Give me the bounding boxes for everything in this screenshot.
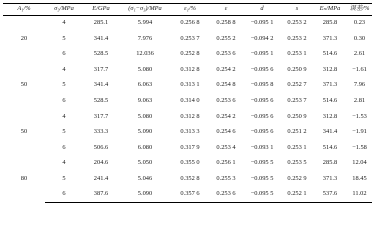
stress-diff-cell: 9.063 xyxy=(137,97,153,105)
sigma3-cell: 4 xyxy=(62,65,66,73)
table-body xyxy=(3,16,372,203)
col-eps-header: ε xyxy=(209,4,243,16)
error-cell: 2.81 xyxy=(353,97,366,105)
eps-cell: 0.253 6 xyxy=(216,97,236,105)
stress-diff-cell: 5.046 xyxy=(137,175,153,183)
eps1-cell: 0.357 6 xyxy=(171,187,209,203)
a1-group-cell: 50 xyxy=(20,81,28,89)
stress-diff-cell: 5.050 xyxy=(137,159,153,167)
sigma3-cell: 4 xyxy=(62,19,66,27)
error-cell: −1.58 xyxy=(352,143,367,151)
table-row xyxy=(3,187,372,203)
stress-diff-cell: 5.080 xyxy=(137,65,153,73)
d-cell: −0.095 5 xyxy=(250,159,274,167)
stress-diff-cell: 5.080 xyxy=(137,112,153,120)
e-cell: 317.7 xyxy=(93,112,109,120)
table-row xyxy=(3,16,372,32)
col-error-header: 误差/% xyxy=(347,4,372,16)
d-cell: −0.095 8 xyxy=(250,81,274,89)
eps-cell: 0.253 4 xyxy=(216,143,236,151)
col-d-header: d xyxy=(243,4,281,16)
d-cell: −0.095 6 xyxy=(250,97,274,105)
e-cell: 204.6 xyxy=(93,159,109,167)
d-cell: −0.095 6 xyxy=(250,65,274,73)
d-cell: −0.093 1 xyxy=(250,143,274,151)
error-cell: −1.91 xyxy=(352,128,367,136)
s-cell: 0.253 7 xyxy=(287,97,307,105)
eps1-cell: 0.312 8 xyxy=(180,112,200,120)
e-cell: 317.7 xyxy=(93,65,109,73)
en-cell: 371.3 xyxy=(322,34,338,42)
sigma3-cell: 5 xyxy=(62,34,66,42)
e-cell: 528.5 xyxy=(93,97,109,105)
e-cell: 387.6 xyxy=(83,187,119,203)
header-row xyxy=(3,4,372,16)
s-cell: 0.250 9 xyxy=(287,112,307,120)
table-row xyxy=(3,47,372,63)
en-cell: 285.8 xyxy=(322,19,338,27)
error-cell: 12.04 xyxy=(352,159,367,167)
sigma3-cell: 5 xyxy=(62,81,66,89)
eps-cell: 0.254 6 xyxy=(216,128,236,136)
eps-cell: 0.253 6 xyxy=(216,50,236,58)
error-cell: −1.61 xyxy=(352,65,367,73)
e-cell: 506.6 xyxy=(93,143,109,151)
stress-diff-cell: 12.036 xyxy=(136,50,154,58)
d-cell: −0.094 2 xyxy=(250,34,274,42)
sigma3-cell: 6 xyxy=(62,97,66,105)
error-cell: 7.96 xyxy=(353,81,366,89)
en-cell: 341.4 xyxy=(322,128,338,136)
error-cell: 2.61 xyxy=(353,50,366,58)
s-cell: 0.253 1 xyxy=(287,143,307,151)
eps1-cell: 0.313 3 xyxy=(180,128,200,136)
eps1-cell: 0.313 1 xyxy=(180,81,200,89)
s-cell: 0.252 9 xyxy=(287,175,307,183)
e-cell: 285.1 xyxy=(93,19,109,27)
s-cell: 0.253 1 xyxy=(287,50,307,58)
table-row xyxy=(3,93,372,109)
d-cell: −0.095 5 xyxy=(243,187,281,203)
s-cell: 0.253 5 xyxy=(287,159,307,167)
a1-group-cell: 80 xyxy=(20,175,28,183)
s-cell: 0.251 2 xyxy=(287,128,307,136)
error-cell: 0.30 xyxy=(353,34,366,42)
en-cell: 371.3 xyxy=(322,175,338,183)
sigma3-cell: 5 xyxy=(62,175,66,183)
en-cell: 285.8 xyxy=(322,159,338,167)
eps1-cell: 0.314 0 xyxy=(180,97,200,105)
results-table xyxy=(3,3,372,203)
e-cell: 528.5 xyxy=(93,50,109,58)
sigma3-cell: 6 xyxy=(45,187,83,203)
d-cell: −0.095 1 xyxy=(250,19,274,27)
a1-group-cell: 50 xyxy=(20,128,28,136)
s-cell: 0.250 9 xyxy=(287,65,307,73)
error-cell: 0.23 xyxy=(353,19,366,27)
col-sigma3-header: σ₃/MPa xyxy=(45,4,83,16)
sigma3-cell: 6 xyxy=(62,50,66,58)
col-s-header: s xyxy=(281,4,313,16)
sigma3-cell: 4 xyxy=(62,112,66,120)
eps-cell: 0.253 6 xyxy=(209,187,243,203)
eps-cell: 0.254 8 xyxy=(216,81,236,89)
e-cell: 341.4 xyxy=(93,81,109,89)
col-en-header: Eₙ/MPa xyxy=(313,4,347,16)
eps-cell: 0.255 3 xyxy=(216,175,236,183)
eps1-cell: 0.253 7 xyxy=(180,34,200,42)
table-row xyxy=(3,31,372,47)
d-cell: −0.095 1 xyxy=(250,50,274,58)
table-row xyxy=(3,140,372,156)
stress-diff-cell: 6.063 xyxy=(137,81,153,89)
en-cell: 514.6 xyxy=(322,50,338,58)
error-cell: 18.45 xyxy=(352,175,367,183)
eps-cell: 0.256 1 xyxy=(216,159,236,167)
eps-cell: 0.254 2 xyxy=(216,112,236,120)
eps1-cell: 0.352 8 xyxy=(180,175,200,183)
en-cell: 514.6 xyxy=(322,97,338,105)
table-row xyxy=(3,78,372,94)
table-row xyxy=(3,109,372,125)
a1-group-cell: 20 xyxy=(20,34,28,42)
stress-diff-cell: 5.994 xyxy=(137,19,153,27)
col-a1-header: A₁/% xyxy=(3,4,45,16)
eps1-cell: 0.355 0 xyxy=(180,159,200,167)
e-cell: 341.4 xyxy=(93,34,109,42)
stress-diff-cell: 5.090 xyxy=(137,128,153,136)
stress-diff-cell: 5.090 xyxy=(119,187,171,203)
sigma3-cell: 6 xyxy=(62,143,66,151)
en-cell: 514.6 xyxy=(322,143,338,151)
s-cell: 0.253 2 xyxy=(287,19,307,27)
d-cell: −0.095 6 xyxy=(250,128,274,136)
eps1-cell: 0.252 8 xyxy=(180,50,200,58)
table-row xyxy=(3,62,372,78)
d-cell: −0.095 6 xyxy=(250,112,274,120)
sigma3-cell: 4 xyxy=(62,159,66,167)
eps1-cell: 0.312 8 xyxy=(180,65,200,73)
stress-diff-cell: 6.080 xyxy=(137,143,153,151)
table-row xyxy=(3,156,372,172)
en-cell: 371.3 xyxy=(322,81,338,89)
stress-diff-cell: 7.976 xyxy=(137,34,153,42)
d-cell: −0.095 5 xyxy=(250,175,274,183)
sigma3-cell: 5 xyxy=(62,128,66,136)
eps1-cell: 0.256 8 xyxy=(180,19,200,27)
en-cell: 312.8 xyxy=(322,65,338,73)
e-cell: 333.3 xyxy=(93,128,109,136)
error-cell: 11.02 xyxy=(347,187,372,203)
eps-cell: 0.255 2 xyxy=(216,34,236,42)
en-cell: 312.8 xyxy=(322,112,338,120)
table-row xyxy=(3,125,372,141)
eps-cell: 0.258 8 xyxy=(216,19,236,27)
eps-cell: 0.254 2 xyxy=(216,65,236,73)
s-cell: 0.253 2 xyxy=(287,34,307,42)
col-stress-diff-header: (σ₁−σ₃)/MPa xyxy=(119,4,171,16)
error-cell: −1.53 xyxy=(352,112,367,120)
eps1-cell: 0.317 9 xyxy=(180,143,200,151)
s-cell: 0.252 1 xyxy=(281,187,313,203)
table-row xyxy=(3,171,372,187)
col-eps1-header: ε₁/% xyxy=(171,4,209,16)
col-e-header: E/GPa xyxy=(83,4,119,16)
en-cell: 537.6 xyxy=(313,187,347,203)
e-cell: 241.4 xyxy=(93,175,109,183)
s-cell: 0.252 7 xyxy=(287,81,307,89)
